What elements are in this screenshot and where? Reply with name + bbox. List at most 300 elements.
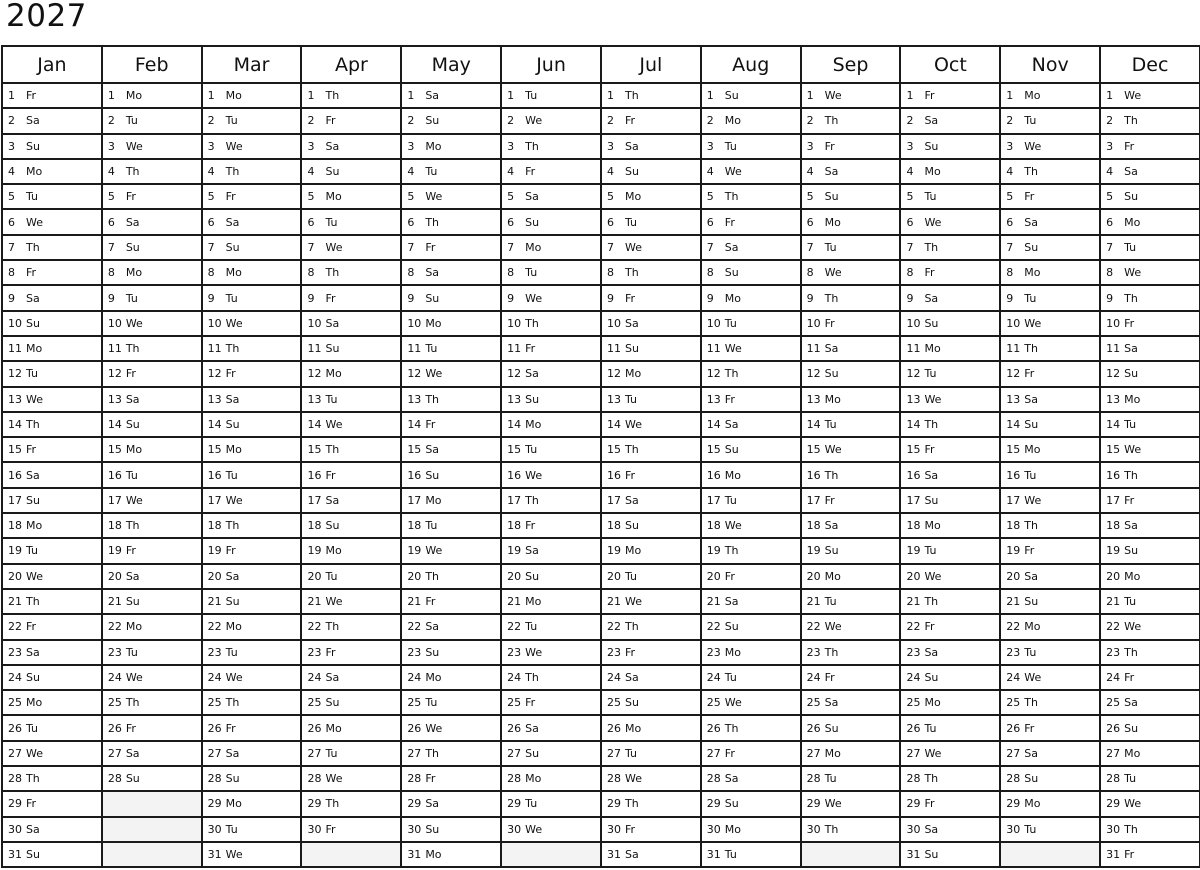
day-cell <box>2 336 102 361</box>
weekday-label: Sa <box>924 645 939 659</box>
day-number: 15 <box>507 443 522 457</box>
day-cell <box>301 235 401 260</box>
day-number: 25 <box>706 696 721 710</box>
day-number: 5 <box>407 190 415 204</box>
weekday-label: Sa <box>1124 165 1138 179</box>
weekday-label: Th <box>125 342 140 356</box>
day-cell <box>900 842 1000 867</box>
weekday-label: Sa <box>225 746 240 760</box>
day-cell <box>900 665 1000 690</box>
day-cell <box>2 184 102 209</box>
day-number: 14 <box>1006 418 1021 431</box>
day-number: 13 <box>806 392 821 406</box>
day-cell <box>102 589 202 614</box>
weekday-label: Th <box>325 620 340 634</box>
weekday-label: Su <box>125 418 140 431</box>
weekday-label: Mo <box>624 544 642 558</box>
day-cell <box>801 260 901 285</box>
day-cell <box>301 260 401 285</box>
weekday-label: Fr <box>1124 670 1135 684</box>
weekday-label: Mo <box>924 342 941 356</box>
weekday-label: We <box>125 493 143 507</box>
day-number: 8 <box>8 266 15 280</box>
weekday-label: Tu <box>824 418 837 431</box>
weekday-label: Mo <box>125 89 143 103</box>
weekday-label: Sa <box>125 569 140 583</box>
day-cell <box>202 108 302 133</box>
day-cell <box>301 665 401 690</box>
day-cell <box>1100 260 1200 285</box>
day-number: 15 <box>606 443 621 457</box>
day-cell <box>301 741 401 766</box>
day-number: 17 <box>107 493 122 507</box>
weekday-label: Fr <box>425 240 436 254</box>
empty-day-cell <box>102 842 202 867</box>
day-cell <box>301 640 401 665</box>
weekday-label: Fr <box>525 342 536 356</box>
day-number: 28 <box>8 772 22 786</box>
weekday-label: We <box>525 468 543 482</box>
weekday-label: We <box>425 190 443 204</box>
weekday-label: Tu <box>1024 468 1037 482</box>
weekday-label: Sa <box>225 392 240 406</box>
weekday-label: Fr <box>1124 316 1135 330</box>
day-number: 5 <box>806 190 814 204</box>
day-cell <box>701 766 801 791</box>
day-cell <box>401 640 501 665</box>
day-number: 20 <box>806 569 821 583</box>
weekday-label: Tu <box>1124 418 1137 431</box>
day-number: 2 <box>107 114 115 128</box>
day-cell <box>1000 665 1100 690</box>
day-number: 18 <box>1006 519 1021 533</box>
weekday-label: Su <box>525 746 540 760</box>
day-cell <box>900 184 1000 209</box>
weekday-label: Mo <box>1024 89 1041 103</box>
weekday-label: We <box>26 215 43 229</box>
day-number: 5 <box>606 190 614 204</box>
weekday-label: Th <box>624 266 639 280</box>
month-header-nov: Nov <box>1000 46 1100 83</box>
day-cell <box>301 589 401 614</box>
day-row <box>2 361 1200 386</box>
day-number: 20 <box>207 569 222 583</box>
day-number: 3 <box>507 139 515 153</box>
month-header-may: May <box>401 46 501 83</box>
day-cell <box>601 311 701 336</box>
weekday-label: Su <box>425 645 440 659</box>
weekday-label: Fr <box>724 215 735 229</box>
weekday-label: Sa <box>26 645 40 659</box>
day-cell <box>501 336 601 361</box>
day-number: 2 <box>1106 114 1114 128</box>
day-cell <box>900 589 1000 614</box>
day-cell <box>801 387 901 412</box>
day-cell <box>401 437 501 462</box>
day-cell <box>501 791 601 816</box>
day-number: 19 <box>8 544 22 558</box>
day-cell <box>701 437 801 462</box>
day-number: 6 <box>906 215 914 229</box>
weekday-label: We <box>1124 620 1142 634</box>
weekday-label: Tu <box>1024 291 1037 305</box>
day-cell <box>202 260 302 285</box>
day-number: 11 <box>507 342 522 356</box>
day-number: 26 <box>606 721 621 735</box>
day-cell <box>2 640 102 665</box>
day-number: 15 <box>407 443 422 457</box>
day-cell <box>701 462 801 487</box>
day-number: 12 <box>606 367 621 381</box>
weekday-label: We <box>525 291 543 305</box>
weekday-label: We <box>1024 493 1042 507</box>
day-cell <box>401 513 501 538</box>
weekday-label: Sa <box>525 190 539 204</box>
day-cell <box>501 159 601 184</box>
weekday-label: Mo <box>1124 215 1141 229</box>
day-cell <box>202 336 302 361</box>
weekday-label: Th <box>26 772 40 786</box>
weekday-label: Mo <box>824 392 841 406</box>
day-number: 7 <box>407 240 415 254</box>
weekday-label: Tu <box>724 493 737 507</box>
day-number: 26 <box>706 721 721 735</box>
weekday-label: Su <box>824 367 839 381</box>
day-number: 5 <box>107 190 115 204</box>
day-number: 25 <box>8 696 22 710</box>
day-cell <box>501 387 601 412</box>
day-cell <box>401 159 501 184</box>
day-cell <box>801 614 901 639</box>
day-number: 20 <box>606 569 621 583</box>
day-number: 15 <box>307 443 322 457</box>
day-number: 31 <box>906 848 921 862</box>
weekday-label: Mo <box>1124 569 1141 583</box>
day-cell <box>701 387 801 412</box>
day-number: 27 <box>806 746 821 760</box>
day-number: 30 <box>606 822 621 836</box>
weekday-label: Sa <box>425 266 440 280</box>
day-cell <box>801 589 901 614</box>
day-number: 21 <box>806 595 821 609</box>
day-number: 2 <box>1006 114 1014 128</box>
weekday-label: Fr <box>325 645 336 659</box>
weekday-label: Mo <box>425 316 442 330</box>
day-cell <box>900 83 1000 108</box>
day-cell <box>601 741 701 766</box>
day-number: 18 <box>706 519 721 533</box>
day-cell <box>202 766 302 791</box>
day-number: 26 <box>207 721 222 735</box>
day-number: 3 <box>8 139 15 153</box>
weekday-label: Su <box>1024 595 1039 609</box>
day-row <box>2 640 1200 665</box>
weekday-label: Fr <box>924 443 935 457</box>
weekday-label: Sa <box>624 848 639 862</box>
day-cell <box>501 665 601 690</box>
day-cell <box>900 614 1000 639</box>
day-number: 20 <box>8 569 22 583</box>
weekday-label: Fr <box>525 696 536 710</box>
day-number: 19 <box>107 544 122 558</box>
day-number: 2 <box>507 114 515 128</box>
day-cell <box>701 715 801 740</box>
weekday-label: We <box>924 746 942 760</box>
day-row <box>2 184 1200 209</box>
day-cell <box>401 817 501 842</box>
day-number: 10 <box>8 316 22 330</box>
day-number: 14 <box>107 418 122 431</box>
day-cell <box>2 462 102 487</box>
weekday-label: Sa <box>325 670 340 684</box>
day-number: 20 <box>1006 569 1021 583</box>
day-number: 31 <box>407 848 422 862</box>
weekday-label: Sa <box>425 797 440 811</box>
day-number: 24 <box>1006 670 1021 684</box>
day-number: 27 <box>1006 746 1021 760</box>
month-header-sep: Sep <box>801 46 901 83</box>
weekday-label: Fr <box>924 620 935 634</box>
day-cell <box>1000 741 1100 766</box>
day-cell <box>202 209 302 234</box>
weekday-label: Fr <box>325 291 336 305</box>
weekday-label: Su <box>1124 190 1139 204</box>
weekday-label: Th <box>724 544 739 558</box>
day-number: 2 <box>307 114 315 128</box>
day-number: 16 <box>8 468 22 482</box>
weekday-label: Th <box>525 493 539 507</box>
day-cell <box>301 538 401 563</box>
day-number: 28 <box>906 772 921 786</box>
day-number: 4 <box>8 165 15 179</box>
day-number: 22 <box>307 620 322 634</box>
day-number: 12 <box>1106 367 1121 381</box>
day-cell <box>401 741 501 766</box>
weekday-label: We <box>425 721 443 735</box>
month-header-mar: Mar <box>202 46 302 83</box>
day-number: 5 <box>1106 190 1114 204</box>
weekday-label: Tu <box>425 165 438 179</box>
day-cell <box>102 665 202 690</box>
weekday-label: Fr <box>325 114 336 128</box>
day-number: 28 <box>1106 772 1121 786</box>
day-number: 21 <box>407 595 422 609</box>
day-cell <box>801 336 901 361</box>
weekday-label: Th <box>225 519 240 533</box>
weekday-label: Th <box>1124 291 1138 305</box>
weekday-label: Fr <box>125 544 136 558</box>
weekday-label: Th <box>624 89 639 103</box>
day-number: 25 <box>207 696 222 710</box>
day-number: 22 <box>706 620 721 634</box>
day-cell <box>601 387 701 412</box>
weekday-label: We <box>724 519 742 533</box>
weekday-label: Mo <box>724 291 742 305</box>
day-number: 14 <box>906 418 921 431</box>
day-number: 24 <box>507 670 522 684</box>
weekday-label: Mo <box>1024 266 1041 280</box>
day-number: 6 <box>806 215 814 229</box>
day-number: 15 <box>706 443 721 457</box>
day-number: 18 <box>606 519 621 533</box>
day-cell <box>301 209 401 234</box>
day-number: 3 <box>906 139 914 153</box>
day-number: 9 <box>1006 291 1014 305</box>
day-number: 20 <box>307 569 322 583</box>
day-cell <box>701 640 801 665</box>
weekday-label: Sa <box>1024 392 1039 406</box>
day-cell <box>900 285 1000 310</box>
day-number: 5 <box>507 190 515 204</box>
day-cell <box>1100 437 1200 462</box>
weekday-label: Th <box>325 266 340 280</box>
weekday-label: Su <box>924 316 939 330</box>
day-cell <box>301 83 401 108</box>
day-cell <box>401 462 501 487</box>
day-cell <box>900 715 1000 740</box>
day-number: 19 <box>1006 544 1021 558</box>
day-cell <box>900 159 1000 184</box>
day-number: 28 <box>207 772 222 786</box>
day-number: 23 <box>906 645 921 659</box>
day-cell <box>102 640 202 665</box>
day-cell <box>501 134 601 159</box>
day-cell <box>102 134 202 159</box>
day-cell <box>900 690 1000 715</box>
weekday-label: Mo <box>824 746 841 760</box>
day-number: 27 <box>906 746 921 760</box>
day-number: 9 <box>307 291 315 305</box>
day-cell <box>501 538 601 563</box>
day-number: 17 <box>606 493 621 507</box>
day-cell <box>202 285 302 310</box>
weekday-label: Fr <box>225 367 236 381</box>
day-cell <box>1100 387 1200 412</box>
day-cell <box>801 513 901 538</box>
day-number: 30 <box>906 822 921 836</box>
day-number: 20 <box>706 569 721 583</box>
day-number: 24 <box>107 670 122 684</box>
month-header-row <box>2 46 1200 83</box>
weekday-label: Mo <box>624 367 642 381</box>
day-cell <box>900 108 1000 133</box>
day-cell <box>1100 83 1200 108</box>
weekday-label: Tu <box>525 89 538 103</box>
day-cell <box>301 387 401 412</box>
day-number: 7 <box>207 240 215 254</box>
weekday-label: We <box>225 670 243 684</box>
month-header-oct: Oct <box>900 46 1000 83</box>
day-number: 17 <box>1106 493 1121 507</box>
weekday-label: Su <box>724 797 739 811</box>
day-cell <box>401 260 501 285</box>
day-number: 3 <box>1006 139 1014 153</box>
day-number: 9 <box>1106 291 1114 305</box>
day-cell <box>2 235 102 260</box>
day-number: 18 <box>407 519 422 533</box>
weekday-label: Th <box>425 569 440 583</box>
day-number: 4 <box>107 165 115 179</box>
day-number: 10 <box>1006 316 1021 330</box>
weekday-label: Su <box>26 139 40 153</box>
day-number: 10 <box>1106 316 1121 330</box>
weekday-label: Th <box>724 721 739 735</box>
day-cell <box>601 260 701 285</box>
day-cell <box>501 614 601 639</box>
weekday-label: Tu <box>325 392 338 406</box>
day-cell <box>801 83 901 108</box>
day-cell <box>601 437 701 462</box>
day-cell <box>1100 462 1200 487</box>
weekday-label: Mo <box>325 367 342 381</box>
day-number: 1 <box>207 89 215 103</box>
day-number: 21 <box>8 595 22 609</box>
weekday-label: Su <box>824 544 839 558</box>
day-cell <box>601 108 701 133</box>
weekday-label: Tu <box>1124 595 1137 609</box>
weekday-label: Mo <box>525 595 542 609</box>
day-number: 28 <box>706 772 721 786</box>
day-number: 10 <box>906 316 921 330</box>
day-cell <box>301 766 401 791</box>
day-cell <box>202 791 302 816</box>
weekday-label: We <box>225 139 243 153</box>
day-row <box>2 741 1200 766</box>
day-cell <box>601 766 701 791</box>
day-cell <box>900 538 1000 563</box>
weekday-label: Tu <box>924 721 937 735</box>
day-cell <box>601 640 701 665</box>
day-cell <box>601 235 701 260</box>
day-cell <box>601 285 701 310</box>
day-cell <box>2 614 102 639</box>
weekday-label: Mo <box>924 165 941 179</box>
day-cell <box>1100 184 1200 209</box>
day-number: 15 <box>8 443 22 457</box>
month-header-jan: Jan <box>2 46 102 83</box>
day-cell <box>501 589 601 614</box>
day-cell <box>701 564 801 589</box>
day-cell <box>801 235 901 260</box>
day-number: 30 <box>706 822 721 836</box>
weekday-label: We <box>1124 797 1142 811</box>
day-number: 11 <box>1106 342 1121 356</box>
day-number: 3 <box>307 139 315 153</box>
day-number: 24 <box>8 670 22 684</box>
day-cell <box>1000 564 1100 589</box>
weekday-label: We <box>624 595 642 609</box>
day-cell <box>1000 589 1100 614</box>
weekday-label: Fr <box>26 89 37 103</box>
day-cell <box>301 361 401 386</box>
weekday-label: Th <box>1024 342 1038 356</box>
day-number: 26 <box>507 721 522 735</box>
weekday-label: We <box>824 620 842 634</box>
weekday-label: Mo <box>824 215 841 229</box>
day-cell <box>1000 83 1100 108</box>
weekday-label: Th <box>924 240 939 254</box>
day-cell <box>2 412 102 437</box>
day-number: 5 <box>706 190 714 204</box>
weekday-label: Mo <box>425 493 442 507</box>
day-cell <box>1100 311 1200 336</box>
day-number: 12 <box>507 367 522 381</box>
day-cell <box>501 285 601 310</box>
weekday-label: We <box>125 316 143 330</box>
weekday-label: Su <box>26 493 40 507</box>
day-cell <box>701 842 801 867</box>
day-number: 28 <box>806 772 821 786</box>
